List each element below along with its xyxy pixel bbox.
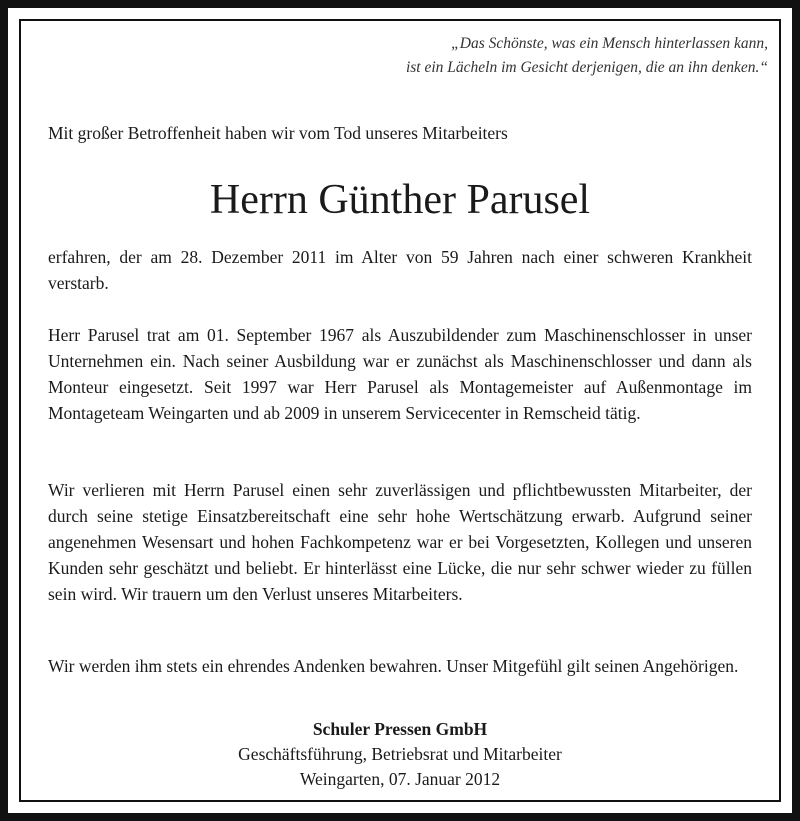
signatories: Geschäftsführung, Betriebsrat und Mitarbeiter xyxy=(238,744,562,764)
company-name: Schuler Pressen GmbH xyxy=(312,719,488,739)
epigraph-quote xyxy=(406,32,768,80)
quote-line-2: ist ein Lächeln im Gesicht derjenigen, die an ihn denken.“ xyxy=(405,59,768,76)
intro-text: Mit großer Betroffenheit haben wir vom Tod unseres Mitarbeiters xyxy=(48,123,508,143)
deceased-name: Herrn Günther Parusel xyxy=(209,177,591,223)
paragraph-tribute: Wir verlieren mit Herrn Parusel einen sehr zuverlässigen und pflichtbewussten Mitarbeiter, der durch seine stetige Einsatzbereitschaft eine sehr hohe Wertschätzung erwarb. Aufgrund seiner angenehmen Wesensart und hohen Fachkompetenz war er bei Vorgesetzten, Kollegen und unseren Kunden sehr geschätzt und beliebt. Er hinterlässt eine Lücke, die nur sehr schwer wieder zu füllen sein wird. Wir trauern um den Verlust unseres Mitarbeiters. xyxy=(48,480,752,604)
place-date: Weingarten, 07. Januar 2012 xyxy=(299,769,501,789)
paragraph-death: erfahren, der am 28. Dezember 2011 im Alter von 59 Jahren nach einer schweren Krankheit verstarb. xyxy=(48,247,752,293)
quote-line-1: „Das Schönste, was ein Mensch hinterlassen kann, xyxy=(451,35,768,52)
paragraph-condolence: Wir werden ihm stets ein ehrendes Andenken bewahren. Unser Mitgefühl gilt seinen Angehörigen. xyxy=(48,656,739,676)
paragraph-career: Herr Parusel trat am 01. September 1967 als Auszubildender zum Maschinenschlosser in unser Unternehmen ein. Nach seiner Ausbildung war er zunächst als Maschinenschlosser und dann als Monteur eingesetzt. Seit 1997 war Herr Parusel als Montagemeister auf Außenmontage im Montageteam Weingarten und ab 2009 in unserem Servicecenter in Remscheid tätig. xyxy=(48,325,752,423)
